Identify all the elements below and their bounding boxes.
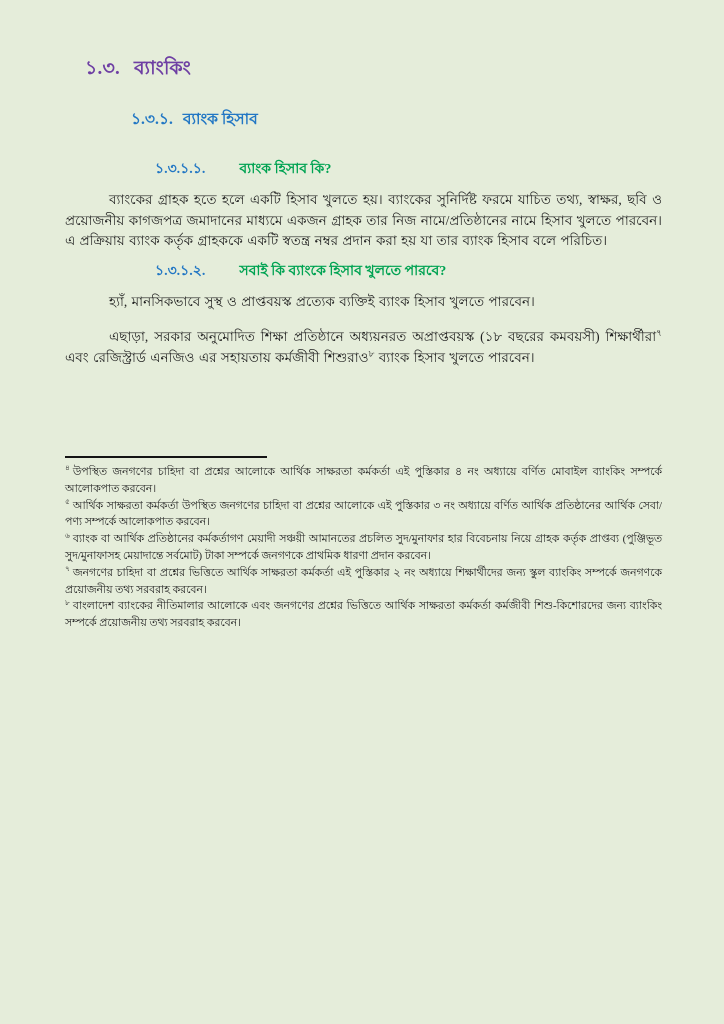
paragraph-2: হ্যাঁ, মানসিকভাবে সুস্থ ও প্রাপ্তবয়স্ক প্রত্যেক ব্যক্তিই ব্যাংক হিসাব খুলতে পারবেন। (109, 293, 535, 309)
footnote-marker-5: ৫ (65, 497, 70, 506)
section-title: ব্যাংকিং (133, 58, 192, 79)
question-2-number: ১.৩.১.২. (155, 263, 206, 279)
footnote-item-8 (65, 598, 662, 632)
subsection-heading (131, 107, 662, 133)
footnote-marker-4: ৪ (65, 463, 70, 473)
footnote-text-4: উপস্থিত জনগণের চাহিদা বা প্রশ্নের আলোকে আর্থিক সাক্ষরতা কর্মকর্তা এই পুস্তিকার ৪ নং অধ্যায়ে বর্ণিত মোবাইল ব্যাংকিং সম্পর্কে আলোকপাত করবেন। (65, 466, 662, 495)
footnotes-section (65, 456, 662, 632)
section-number: ১.৩. (85, 58, 120, 79)
footnote-marker-7: ৭ (65, 564, 70, 574)
footnote-marker-8: ৮ (65, 597, 70, 607)
paragraph-3-text-1: এছাড়া, সরকার অনুমোদিত শিক্ষা প্রতিষ্ঠানে অধ্যয়নরত অপ্রাপ্তবয়স্ক (১৮ বছরের কমবয়সী) শিক্ষার্থীরা (109, 329, 657, 344)
subsection-title: ব্যাংক হিসাব (182, 111, 258, 128)
footnote-text-5: আর্থিক সাক্ষরতা কর্মকর্তা উপস্থিত জনগণের চাহিদা বা প্রশ্নের আলোকে এই পুস্তিকার ৩ নং অধ্যায়ে বর্ণিত আর্থিক প্রতিষ্ঠানের আর্থিক সেবা/পণ্য সম্পর্কে আলোকপাত করবেন। (65, 499, 662, 529)
question-heading-2 (155, 259, 662, 283)
footnote-text-6: ব্যাংক বা আর্থিক প্রতিষ্ঠানের কর্মকর্তাগণ মেয়াদী সঞ্চয়ী আমানতের প্রচলিত সুদ/মুনাফার হার বিবেচনায় নিয়ে গ্রাহক কর্তৃক প্রাপ্তব্য (পুঞ্জিভূত সুদ/মুনাফাসহ মেয়াদান্তে সর্বমোট) টাকা সম্পর্কে জনগণকে প্রাথমিক ধারণা প্রদান করবেন। (65, 533, 662, 562)
footnote-divider (65, 456, 267, 458)
page-content (65, 54, 662, 632)
footnote-text-8: বাংলাদেশ ব্যাংকের নীতিমালার আলোকে এবং জনগণের প্রশ্নের ভিত্তিতে আর্থিক সাক্ষরতা কর্মকর্তা কর্মজীবী শিশু-কিশোরদের জন্য ব্যাংকিং সম্পর্কে প্রয়োজনীয় তথ্য সরবরাহ করবেন। (65, 600, 662, 630)
question-1-number: ১.৩.১.১. (155, 162, 206, 177)
footnote-reference-8: ৮ (368, 348, 375, 358)
paragraph-1: ব্যাংকের গ্রাহক হতে হলে একটি হিসাব খুলতে হয়। ব্যাংকের সুনির্দিষ্ট ফরমে যাচিত তথ্য, স্বাক্ষর, ছবি ও প্রয়োজনীয় কাগজপত্র জমাদানের মাধ্যমে একজন গ্রাহক তার নিজ নামে/প্রতিষ্ঠানের নামে হিসাব খুলতে পারবেন। এ প্রক্রিয়ায় ব্যাংক কর্তৃক গ্রাহককে একটি স্বতন্ত্র নম্বর প্রদান করা হয় যা তার ব্যাংক হিসাব বলে পরিচিত। (65, 192, 662, 248)
footnote-item-6 (65, 531, 662, 565)
paragraph-3-text-2: এবং রেজিস্ট্রার্ড এনজিও এর সহায়তায় কর্মজীবী শিশুরাও (65, 349, 369, 365)
footnote-reference-7: ৭ (656, 327, 662, 338)
footnote-marker-6: ৬ (65, 530, 70, 540)
section-heading (85, 54, 662, 86)
footnote-item-4 (65, 464, 662, 498)
question-1-title: ব্যাংক হিসাব কি? (239, 162, 332, 177)
subsection-number: ১.৩.১. (131, 111, 173, 128)
question-2-title: সবাই কি ব্যাংকে হিসাব খুলতে পারবে? (239, 263, 447, 279)
footnote-item-5 (65, 498, 662, 532)
paragraph-3-text-3: ব্যাংক হিসাব খুলতে পারবেন। (374, 349, 535, 365)
paragraph-3 (65, 327, 662, 368)
question-heading-1 (155, 157, 662, 181)
footnote-text-7: জনগণের চাহিদা বা প্রশ্নের ভিত্তিতে আর্থিক সাক্ষরতা কর্মকর্তা এই পুস্তিকার ২ নং অধ্যায়ে শিক্ষার্থীদের জন্য স্কুল ব্যাংকিং সম্পর্কে জনগণকে প্রয়োজনীয় তথ্য সরবরাহ করবেন। (65, 566, 662, 596)
footnote-item-7 (65, 565, 662, 599)
